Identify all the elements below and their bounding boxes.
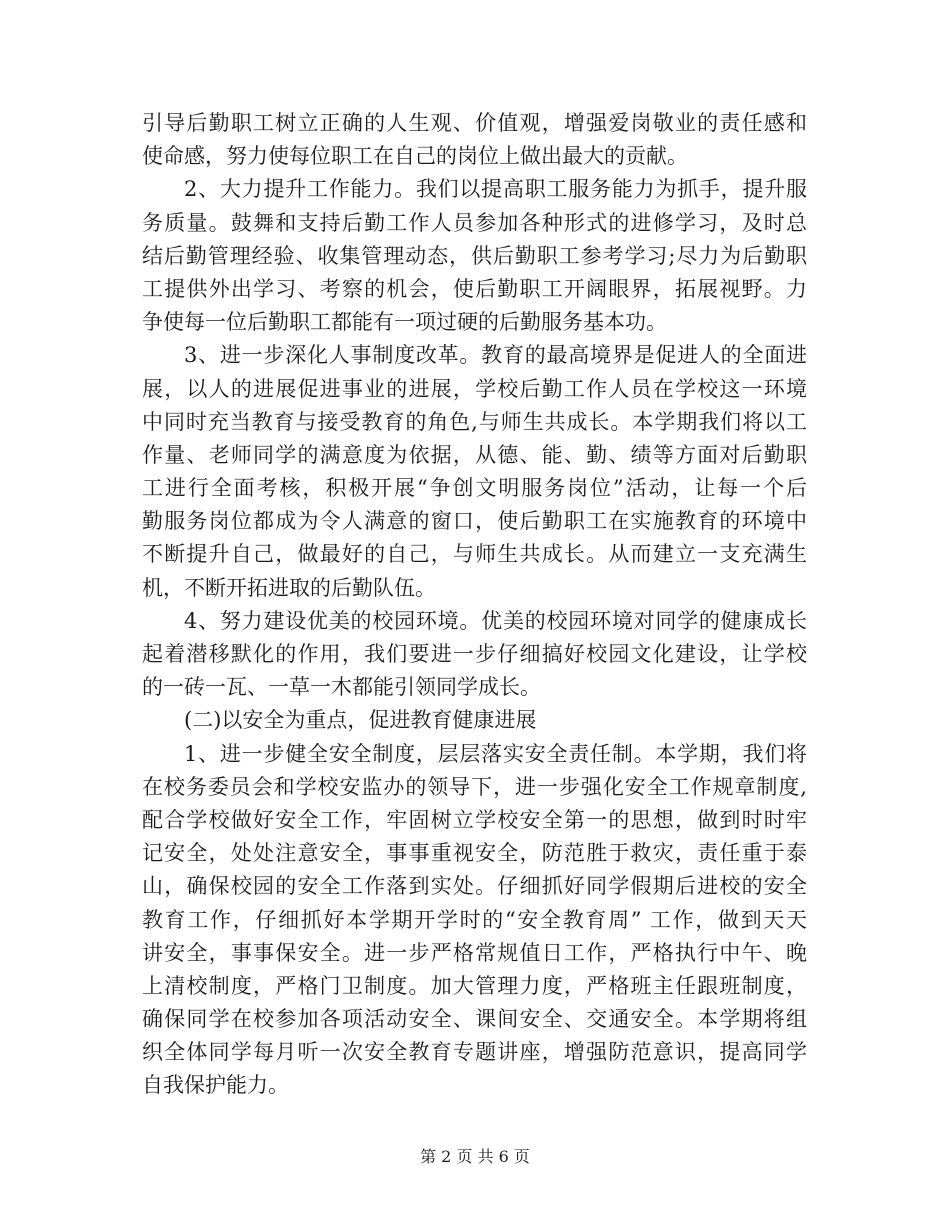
text-line: 记安全，处处注意安全，事事重视安全，防范胜于救灾，责任重于泰 — [142, 841, 807, 866]
text-line: 机，不断开拓进取的后勤队伍。 — [142, 575, 436, 600]
paragraph-start-line: 4、努力建设优美的校园环境。优美的校园环境对同学的健康成长 — [184, 608, 807, 633]
paragraph-start-line: 3、进一步深化人事制度改革。教育的最高境界是促进人的全面进 — [184, 343, 807, 368]
text-line: 勤服务岗位都成为令人满意的窗口，使后勤职工在实施教育的环境中 — [142, 509, 807, 534]
text-line: 不断提升自己，做最好的自己，与师生共成长。从而建立一支充满生 — [142, 542, 807, 567]
text-line: 在校务委员会和学校安监办的领导下，进一步强化安全工作规章制度, — [142, 774, 807, 799]
text-line: 配合学校做好安全工作，牢固树立学校安全第一的思想，做到时时牢 — [142, 807, 807, 832]
text-line: 工提供外出学习、考察的机会，使后勤职工开阔眼界，拓展视野。力 — [142, 276, 807, 301]
text-line: 中同时充当教育与接受教育的角色,与师生共成长。本学期我们将以工 — [142, 409, 807, 434]
paragraph-start-line: 1、进一步健全安全制度，层层落实安全责任制。本学期，我们将 — [184, 741, 807, 766]
document-body — [142, 107, 807, 1103]
section-heading: (二)以安全为重点，促进教育健康进展 — [184, 708, 537, 733]
text-line: 务质量。鼓舞和支持后勤工作人员参加各种形式的进修学习，及时总 — [142, 210, 807, 235]
text-line: 上清校制度，严格门卫制度。加大管理力度，严格班主任跟班制度， — [142, 973, 807, 998]
text-line: 起着潜移默化的作用，我们要进一步仔细搞好校园文化建设，让学校 — [142, 642, 807, 666]
text-line: 引导后勤职工树立正确的人生观、价值观，增强爱岗敬业的责任感和 — [142, 111, 807, 135]
text-line: 结后勤管理经验、收集管理动态，供后勤职工参考学习;尽力为后勤职 — [142, 243, 807, 268]
paragraph-start-line: 2、大力提升工作能力。我们以提高职工服务能力为抓手，提升服 — [184, 177, 807, 202]
text-line: 教育工作，仔细抓好本学期开学时的“安全教育周” 工作，做到天天 — [142, 907, 807, 932]
text-line: 工进行全面考核，积极开展“争创文明服务岗位”活动，让每一个后 — [142, 476, 807, 501]
text-line: 自我保护能力。 — [142, 1073, 289, 1098]
text-line: 展，以人的进展促进事业的进展，学校后勤工作人员在学校这一环境 — [142, 376, 807, 401]
page-number: 第 2 页 共 6 页 — [420, 1147, 530, 1166]
text-line: 作量、老师同学的满意度为依据，从德、能、勤、绩等方面对后勤职 — [142, 442, 807, 467]
text-line: 争使每一位后勤职工都能有一项过硬的后勤服务基本功。 — [142, 310, 667, 335]
text-line: 确保同学在校参加各项活动安全、课间安全、交通安全。本学期将组 — [142, 1007, 807, 1032]
page-footer — [0, 1146, 950, 1168]
text-line: 织全体同学每月听一次安全教育专题讲座，增强防范意识，提高同学 — [142, 1040, 807, 1065]
text-line: 使命感，努力使每位职工在自己的岗位上做出最大的贡献。 — [142, 144, 688, 169]
text-line: 山，确保校园的安全工作落到实处。仔细抓好同学假期后进校的安全 — [142, 874, 807, 899]
text-line: 讲安全，事事保安全。进一步严格常规值日工作，严格执行中午、晚 — [142, 940, 807, 965]
text-line: 的一砖一瓦、一草一木都能引领同学成长。 — [142, 675, 541, 700]
